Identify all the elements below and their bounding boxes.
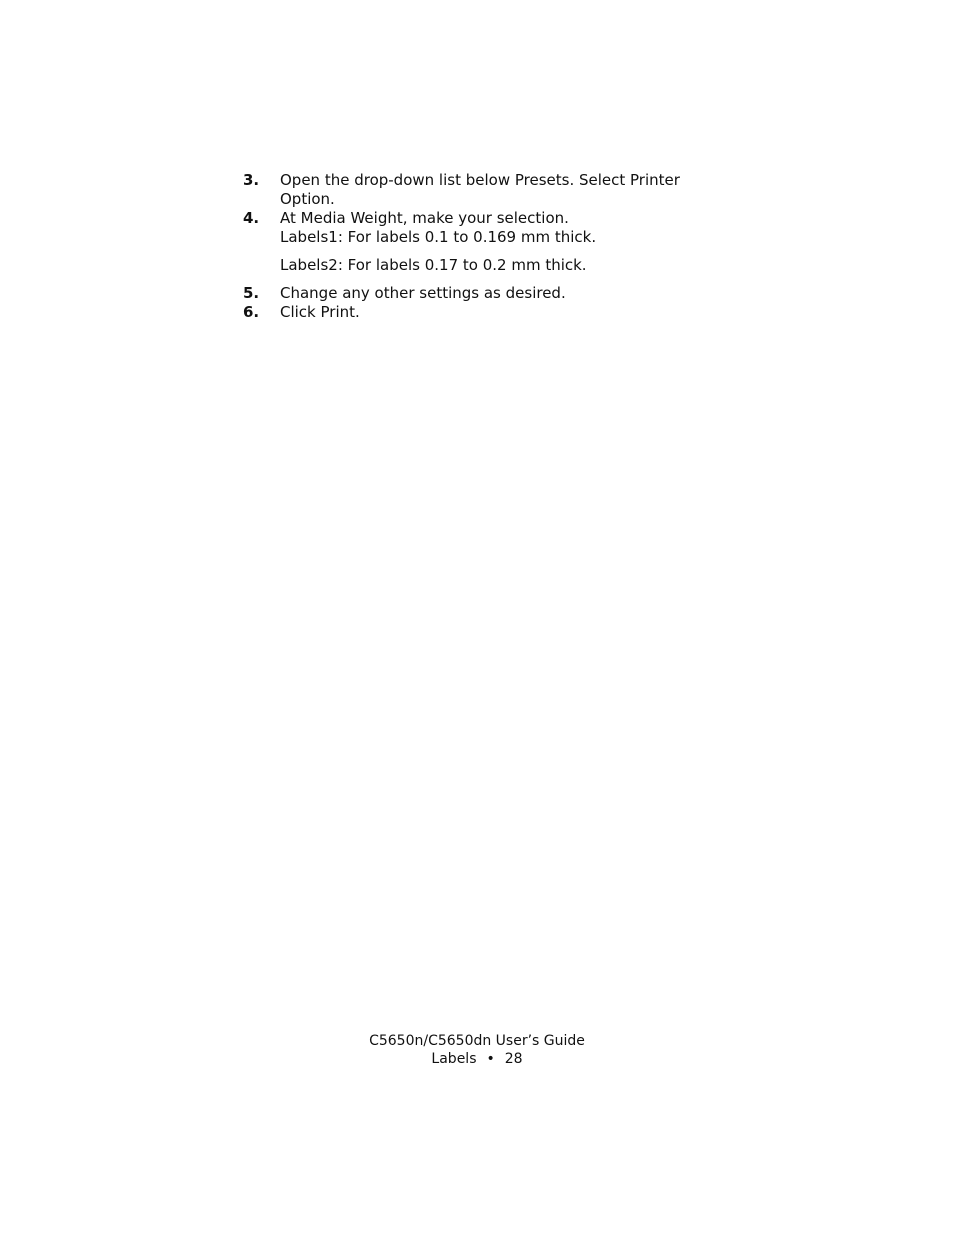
step-4 xyxy=(243,209,723,275)
step-number: 4. xyxy=(243,209,260,227)
step-5 xyxy=(243,284,723,303)
labels2-note: Labels2: For labels 0.17 to 0.2 mm thick. xyxy=(280,256,587,274)
step-number: 6. xyxy=(243,303,260,321)
section-name: Labels xyxy=(431,1051,477,1067)
page-footer xyxy=(0,1032,954,1068)
step-text: At Media Weight, make your selection. xyxy=(280,209,569,227)
steps-list xyxy=(243,171,723,322)
guide-title: C5650n/C5650dn User’s Guide xyxy=(369,1033,585,1049)
bullet-separator: • xyxy=(486,1051,495,1067)
step-6 xyxy=(243,303,723,322)
step-text-continued: Option. xyxy=(280,190,335,208)
step-number: 5. xyxy=(243,284,260,302)
step-text: Change any other settings as desired. xyxy=(280,284,566,302)
labels1-note: Labels1: For labels 0.1 to 0.169 mm thick. xyxy=(280,228,597,246)
step-3 xyxy=(243,171,723,209)
step-text: Click Print. xyxy=(280,303,360,321)
page-locator xyxy=(0,1050,954,1068)
step-number: 3. xyxy=(243,171,260,189)
page-number: 28 xyxy=(504,1051,523,1067)
step-text: Open the drop-down list below Presets. Select Printer xyxy=(280,171,680,189)
